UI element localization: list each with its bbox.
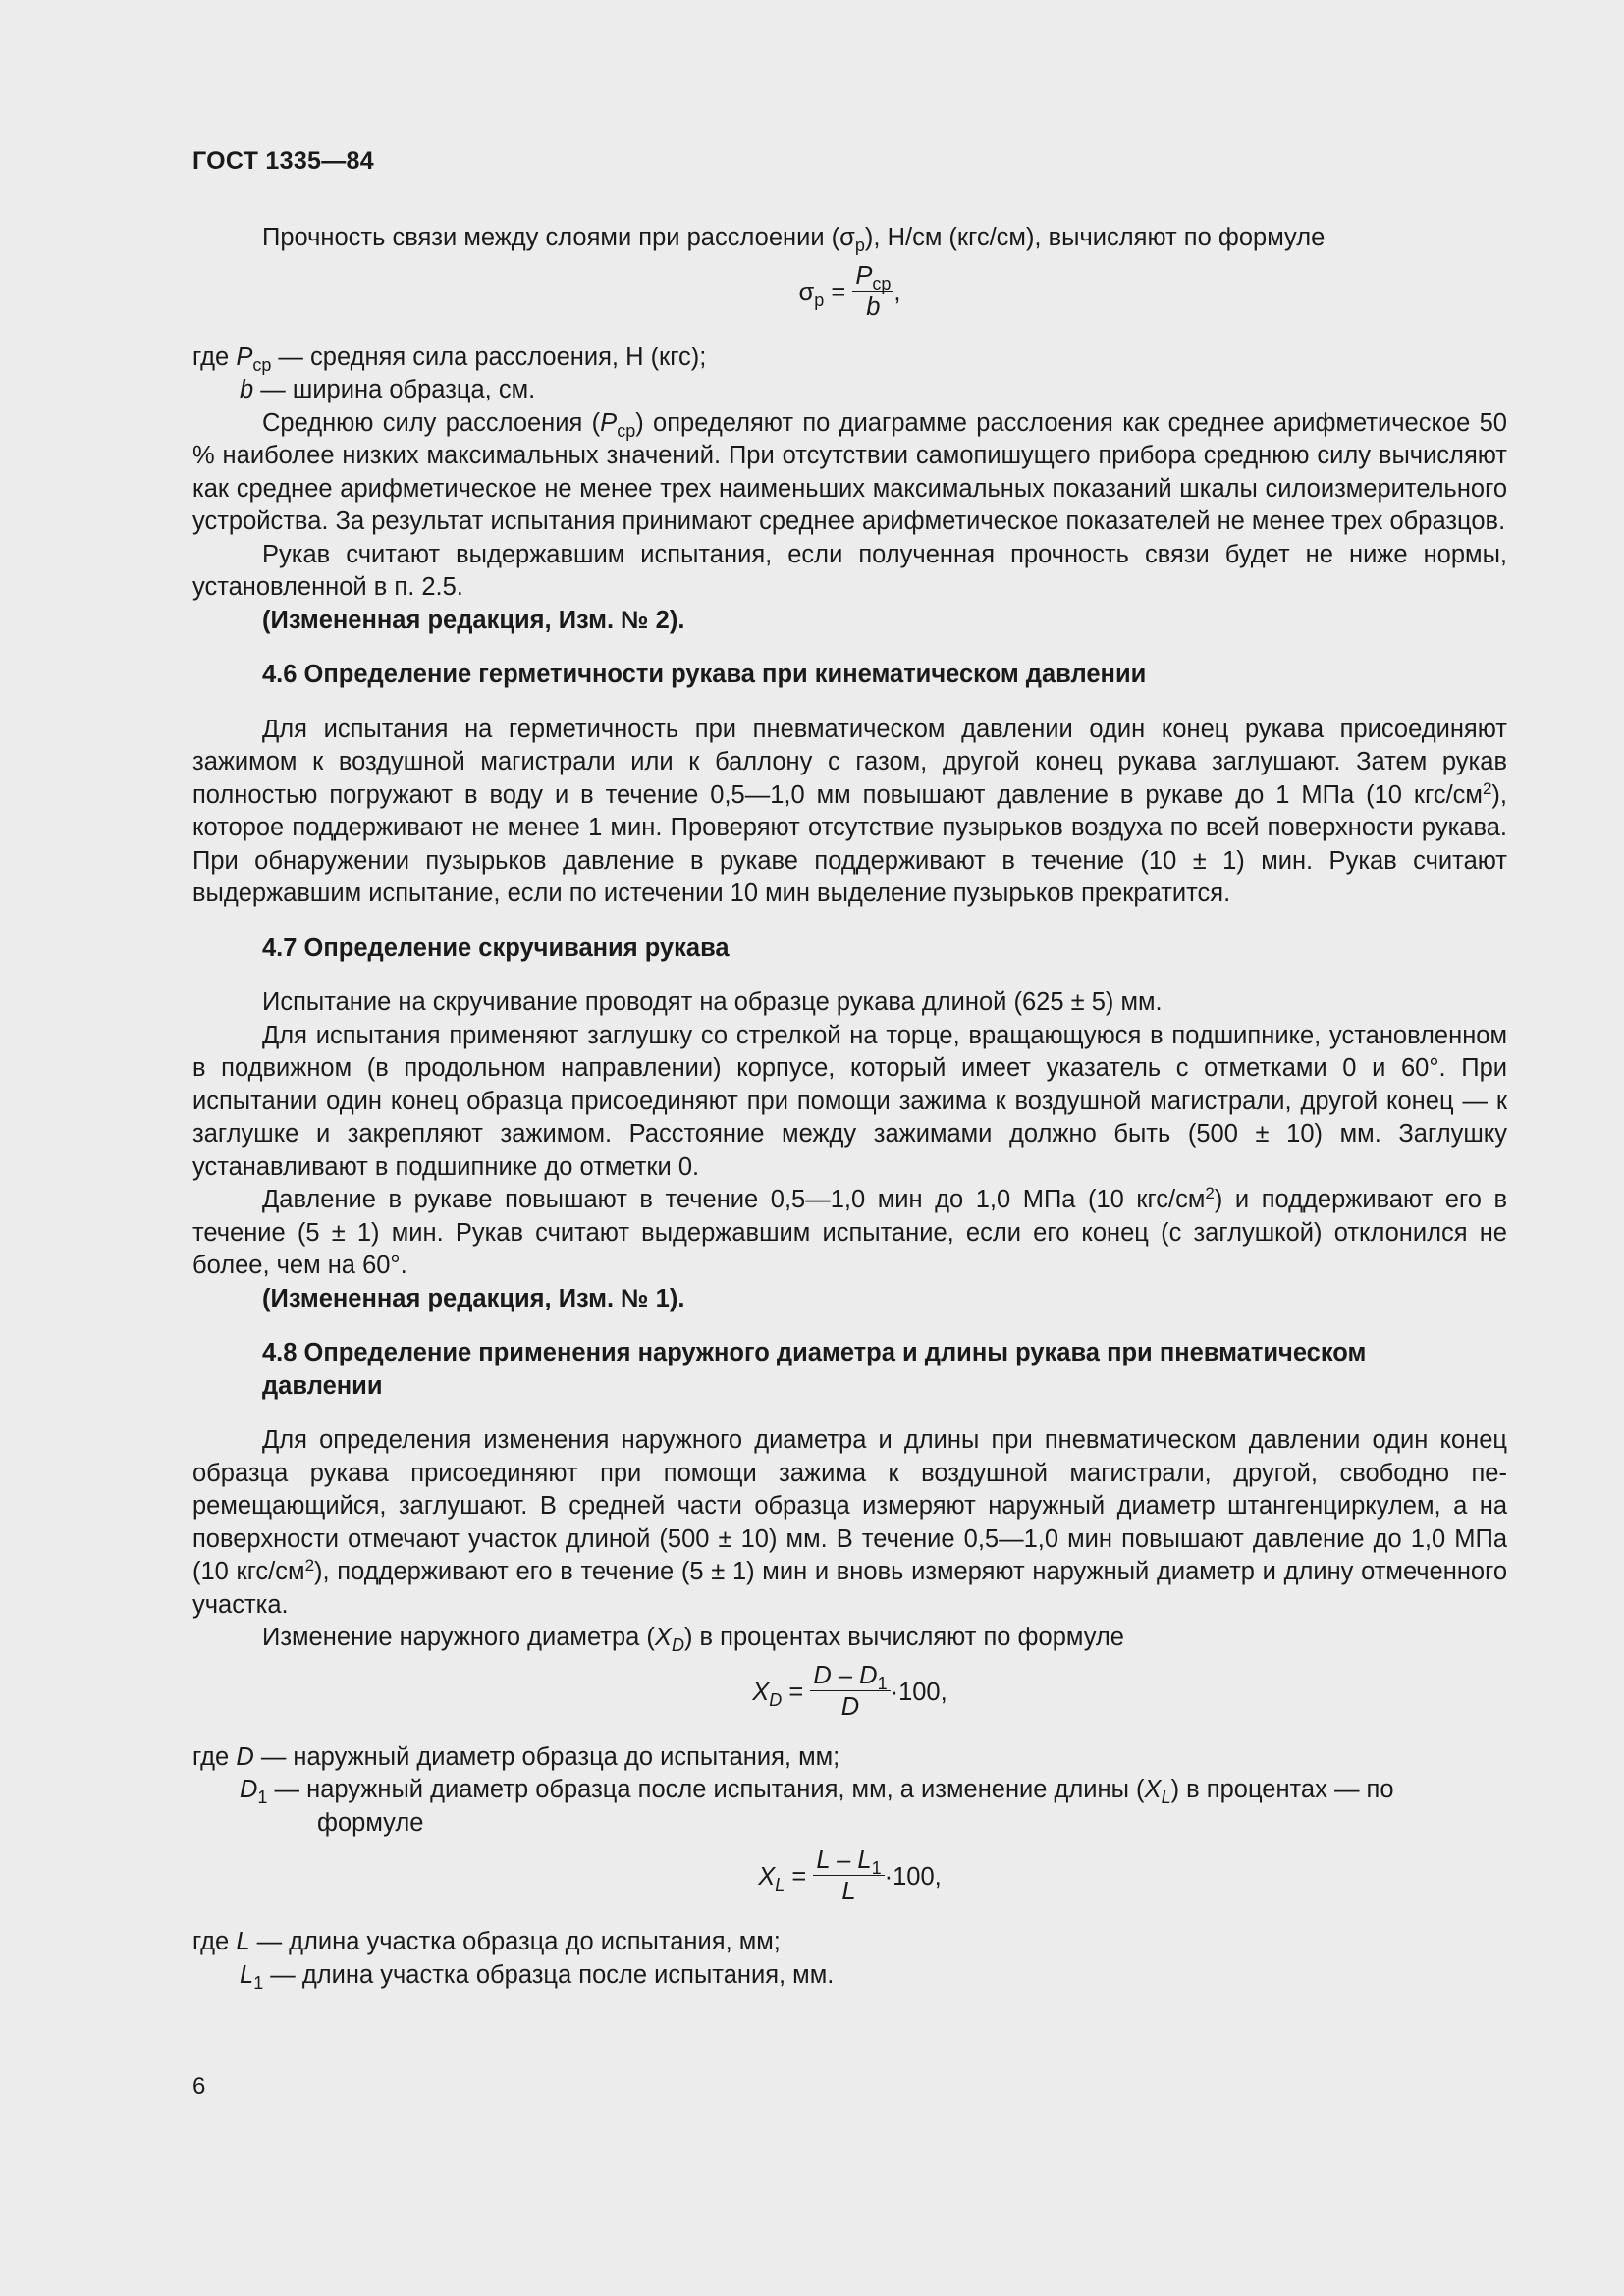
where-line: где L — длина участка образца до испытания, мм; — [192, 1928, 781, 1955]
section-heading-4-8: 4.8 Определение применения наружного диаметра и длины рукава при пневматическом давлении — [262, 1339, 1367, 1400]
where-line: b — ширина образца, см. — [240, 376, 536, 403]
where-line: $D_1$ — наружный диаметр образца после испытания, мм, а изменение длины $(X_L)$ в процентах — по формуле — [240, 1776, 1394, 1837]
paragraph: Испытание на скручивание проводят на образце рукава длиной (625 ± 5) мм. — [262, 988, 1163, 1016]
paragraph: Давление в рукаве повышают в течение 0,5—1,0 мин до 1,0 МПа (10 кгс/$см^2$) и поддерживают его в течение (5 ± 1) мин. Рукав считают выдержавшим испытание, если его конец (с заглушкой) отклонился не более, чем на 60°. — [192, 1184, 1507, 1279]
fraction: $\frac{D - D_1}{D}$ — [810, 1661, 890, 1723]
fraction: $\frac{P_{ср}}{b}$ — [852, 261, 893, 323]
where-line: $L_1$ — длина участка образца после испытания, мм. — [240, 1960, 835, 1993]
paragraph: Для испытания применяют заглушку со стрелкой на торце, вращающуюся в подшипнике, установленном в подвижном (в продольном направлении) корпусе, который имеет указатель с отметками 0 и 60°. При испытании один конец образца присоединяют при помощи зажима к воздушной магистрали, другой конец — к заглушке и закрепляют зажимом. Расстояние между зажимами должно быть (500 ± 10) мм. Заглушку устанавливают в подшипнике до отметки 0. — [192, 1021, 1507, 1181]
paragraph: Для определения изменения наружного диаметра и длины при пневматическом давлении один конец образца рукава присоединяют при помощи зажима к воздушной магистрали, другой, свободно перемещающийся, заглушают. В средней части образца измеряют наружный диаметр штангенциркулем, а на поверхности отмечают участок длиной (500 ± 10) мм. В течение 0,5—1,0 мин повышают давление до 1,0 МПа (10 кгс/$см^2$), поддерживают его в течение (5 ± 1) мин и вновь измеряют наружный диаметр и длину отмеченного участка. — [192, 1426, 1508, 1619]
amendment-note: (Измененная редакция, Изм. № 2). — [262, 606, 685, 634]
formula-strength: $\sigma_р$ = $\frac{P_{ср}}{b}$ , — [798, 261, 901, 321]
formula-diameter-change: $X_D$ = $\frac{D - D_1}{D}$ ·100, — [752, 1661, 947, 1721]
paragraph: Среднюю силу расслоения $(P_{ср})$ определяют по диаграмме расслоения как среднее арифметическое 50 % наиболее низких максимальных значений. При отсутствии самопишущего прибора среднюю силу вычисляют как среднее арифметическое не менее трех наименьших максимальных показаний шкалы силоизмерительного устройства. За результат испытания принимают среднее арифметическое показателей не менее трех образцов. — [192, 408, 1507, 535]
fraction: $\frac{L - L_1}{L}$ — [813, 1845, 884, 1907]
paragraph: Рукав считают выдержавшим испытания, если полученная прочность связи будет не ниже нормы, установленной в п. 2.5. — [192, 540, 1507, 601]
paragraph: Изменение наружного диаметра $(X_D)$ в процентах вычисляют по формуле — [262, 1624, 1124, 1655]
where-line: где D — наружный диаметр образца до испытания, мм; — [192, 1742, 840, 1771]
document-header: ГОСТ 1335—84 — [192, 147, 374, 175]
formula-length-change: $X_L$ = $\frac{L - L_1}{L}$ ·100, — [758, 1846, 942, 1905]
paragraph: Для испытания на герметичность при пневматическом давлении один конец рукава присоединяют зажимом к воздушной магистрали или к баллону с газом, другой конец рукава заглушают. Затем рукав полностью погружают в воду и в течение 0,5—1,0 мм повышают давление в рукаве до 1 МПа (10 кгс/$см^2$), которое поддерживают не менее 1 мин. Проверяют отсутствие пузырьков воздуха по всей поверхности рукава. При обнаружении пузырьков давление в рукаве поддерживают в течение (10 ± 1) мин. Рукав считают выдержавшим испытание, если по истечении 10 мин выделение пузырьков прекратится. — [192, 715, 1507, 907]
formula-intro: Прочность связи между слоями при расслоении $(\sigma_р)$, Н/см (кгс/см), вычисляют по формуле — [262, 224, 1326, 255]
page-body — [192, 222, 1507, 1992]
where-line: где $P_{ср}$ — средняя сила расслоения, Н (кгс); — [192, 343, 707, 375]
amendment-note: (Измененная редакция, Изм. № 1). — [262, 1284, 685, 1312]
section-heading-4-6: 4.6 Определение герметичности рукава при кинематическом давлении — [262, 661, 1147, 688]
section-heading-4-7: 4.7 Определение скручивания рукава — [262, 934, 730, 962]
page-number: 6 — [192, 2073, 206, 2100]
